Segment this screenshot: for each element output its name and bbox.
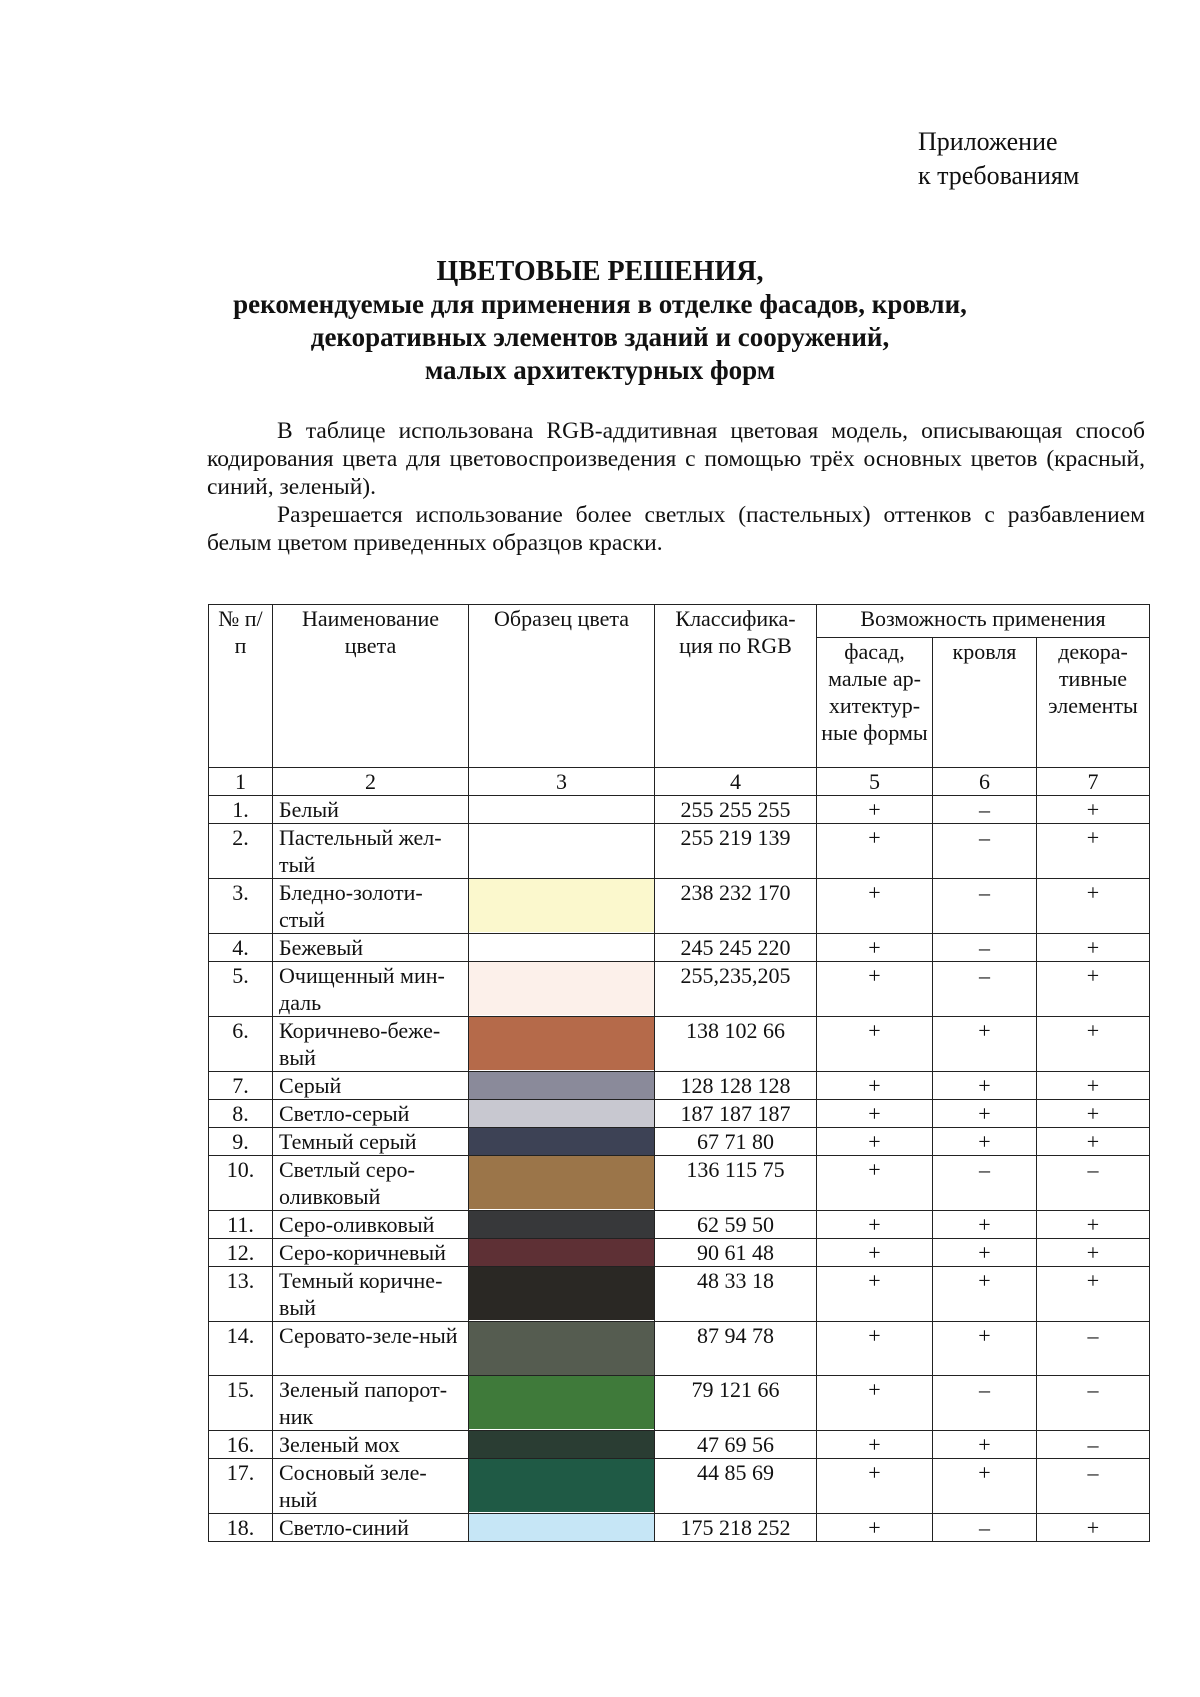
roof-mark: – bbox=[933, 824, 1037, 879]
color-swatch bbox=[469, 1156, 655, 1211]
decor-mark: + bbox=[1037, 1239, 1150, 1267]
color-name: Бежевый bbox=[273, 934, 469, 962]
header-no: № п/п bbox=[209, 605, 273, 768]
swatch-fill bbox=[469, 1514, 654, 1541]
facade-mark: + bbox=[817, 1514, 933, 1542]
header-name: Наименование цвета bbox=[273, 605, 469, 768]
color-name: Зеленый папорот-ник bbox=[273, 1376, 469, 1431]
rgb-value: 136 115 75 bbox=[655, 1156, 817, 1211]
table-row bbox=[209, 1459, 1150, 1514]
intro-paragraph-2: Разрешается использование более светлых (пастельных) оттенков с разбавлением белым цветом приведенных образцов краски. bbox=[207, 502, 1145, 556]
roof-mark: – bbox=[933, 1156, 1037, 1211]
swatch-fill bbox=[469, 1017, 654, 1070]
color-swatch bbox=[469, 1128, 655, 1156]
color-name: Светло-синий bbox=[273, 1514, 469, 1542]
table-row bbox=[209, 962, 1150, 1017]
decor-mark: + bbox=[1037, 1128, 1150, 1156]
color-swatch bbox=[469, 934, 655, 962]
color-name: Темный серый bbox=[273, 1128, 469, 1156]
color-swatch bbox=[469, 1072, 655, 1100]
row-number: 15. bbox=[209, 1376, 273, 1431]
swatch-fill bbox=[469, 1267, 654, 1320]
decor-mark: + bbox=[1037, 934, 1150, 962]
facade-mark: + bbox=[817, 1100, 933, 1128]
row-number: 18. bbox=[209, 1514, 273, 1542]
row-number: 7. bbox=[209, 1072, 273, 1100]
column-number: 5 bbox=[817, 768, 933, 796]
rgb-value: 187 187 187 bbox=[655, 1100, 817, 1128]
table-row bbox=[209, 1322, 1150, 1376]
table-row bbox=[209, 1239, 1150, 1267]
roof-mark: – bbox=[933, 962, 1037, 1017]
color-swatch bbox=[469, 1017, 655, 1072]
roof-mark: + bbox=[933, 1017, 1037, 1072]
rgb-value: 48 33 18 bbox=[655, 1267, 817, 1322]
column-number: 3 bbox=[469, 768, 655, 796]
swatch-fill bbox=[469, 1459, 654, 1512]
roof-mark: + bbox=[933, 1072, 1037, 1100]
swatch-fill bbox=[469, 1211, 654, 1238]
column-number: 2 bbox=[273, 768, 469, 796]
row-number: 1. bbox=[209, 796, 273, 824]
color-name: Белый bbox=[273, 796, 469, 824]
color-name: Зеленый мох bbox=[273, 1431, 469, 1459]
swatch-fill bbox=[469, 934, 654, 961]
color-swatch bbox=[469, 1100, 655, 1128]
color-name: Серый bbox=[273, 1072, 469, 1100]
color-swatch bbox=[469, 1376, 655, 1431]
roof-mark: + bbox=[933, 1211, 1037, 1239]
swatch-fill bbox=[469, 1431, 654, 1458]
facade-mark: + bbox=[817, 934, 933, 962]
row-number: 8. bbox=[209, 1100, 273, 1128]
facade-mark: + bbox=[817, 824, 933, 879]
table-row bbox=[209, 1267, 1150, 1322]
rgb-value: 255 255 255 bbox=[655, 796, 817, 824]
facade-mark: + bbox=[817, 1128, 933, 1156]
table-row bbox=[209, 1072, 1150, 1100]
table-row bbox=[209, 824, 1150, 879]
facade-mark: + bbox=[817, 962, 933, 1017]
color-name: Очищенный мин-даль bbox=[273, 962, 469, 1017]
swatch-fill bbox=[469, 1322, 654, 1375]
color-swatch bbox=[469, 1211, 655, 1239]
table-row bbox=[209, 1376, 1150, 1431]
color-name: Темный коричне-вый bbox=[273, 1267, 469, 1322]
decor-mark: + bbox=[1037, 1100, 1150, 1128]
rgb-value: 128 128 128 bbox=[655, 1072, 817, 1100]
color-swatch bbox=[469, 879, 655, 934]
roof-mark: – bbox=[933, 934, 1037, 962]
document-title bbox=[0, 255, 1200, 387]
column-number: 6 bbox=[933, 768, 1037, 796]
decor-mark: + bbox=[1037, 1267, 1150, 1322]
facade-mark: + bbox=[817, 1156, 933, 1211]
swatch-fill bbox=[469, 1156, 654, 1209]
decor-mark: – bbox=[1037, 1431, 1150, 1459]
roof-mark: + bbox=[933, 1239, 1037, 1267]
row-number: 17. bbox=[209, 1459, 273, 1514]
color-name: Серо-коричневый bbox=[273, 1239, 469, 1267]
swatch-fill bbox=[469, 962, 654, 1015]
swatch-fill bbox=[469, 796, 654, 823]
color-name: Коричнево-беже-вый bbox=[273, 1017, 469, 1072]
decor-mark: – bbox=[1037, 1459, 1150, 1514]
facade-mark: + bbox=[817, 1072, 933, 1100]
decor-mark: + bbox=[1037, 1514, 1150, 1542]
facade-mark: + bbox=[817, 796, 933, 824]
appendix-line2: к требованиям bbox=[918, 161, 1080, 190]
row-number: 9. bbox=[209, 1128, 273, 1156]
facade-mark: + bbox=[817, 1211, 933, 1239]
color-swatch bbox=[469, 796, 655, 824]
table-row bbox=[209, 1211, 1150, 1239]
row-number: 3. bbox=[209, 879, 273, 934]
decor-mark: + bbox=[1037, 1211, 1150, 1239]
row-number: 11. bbox=[209, 1211, 273, 1239]
color-name: Сосновый зеле-ный bbox=[273, 1459, 469, 1514]
header-rgb: Классифика-ция по RGB bbox=[655, 605, 817, 768]
header-roof: кровля bbox=[933, 638, 1037, 768]
swatch-fill bbox=[469, 879, 654, 932]
rgb-value: 62 59 50 bbox=[655, 1211, 817, 1239]
roof-mark: + bbox=[933, 1431, 1037, 1459]
decor-mark: – bbox=[1037, 1322, 1150, 1376]
rgb-value: 245 245 220 bbox=[655, 934, 817, 962]
table-row bbox=[209, 1156, 1150, 1211]
row-number: 2. bbox=[209, 824, 273, 879]
swatch-fill bbox=[469, 1239, 654, 1266]
rgb-value: 90 61 48 bbox=[655, 1239, 817, 1267]
table-row bbox=[209, 1431, 1150, 1459]
intro-text bbox=[207, 417, 1145, 557]
row-number: 5. bbox=[209, 962, 273, 1017]
roof-mark: – bbox=[933, 796, 1037, 824]
facade-mark: + bbox=[817, 879, 933, 934]
appendix-note bbox=[918, 125, 1079, 193]
row-number: 4. bbox=[209, 934, 273, 962]
decor-mark: + bbox=[1037, 796, 1150, 824]
swatch-fill bbox=[469, 1100, 654, 1127]
decor-mark: – bbox=[1037, 1376, 1150, 1431]
rgb-value: 79 121 66 bbox=[655, 1376, 817, 1431]
color-swatch bbox=[469, 1239, 655, 1267]
color-swatch bbox=[469, 1322, 655, 1376]
roof-mark: + bbox=[933, 1267, 1037, 1322]
header-usage: Возможность применения bbox=[817, 605, 1150, 638]
swatch-fill bbox=[469, 1128, 654, 1155]
roof-mark: + bbox=[933, 1128, 1037, 1156]
color-name: Серо-оливковый bbox=[273, 1211, 469, 1239]
table-row bbox=[209, 1100, 1150, 1128]
table-row bbox=[209, 1514, 1150, 1542]
title-main: ЦВЕТОВЫЕ РЕШЕНИЯ, bbox=[436, 256, 764, 287]
swatch-fill bbox=[469, 824, 654, 877]
rgb-value: 67 71 80 bbox=[655, 1128, 817, 1156]
color-name: Светлый серо-оливковый bbox=[273, 1156, 469, 1211]
rgb-value: 255 219 139 bbox=[655, 824, 817, 879]
title-line3: декоративных элементов зданий и сооружений, bbox=[310, 322, 890, 352]
row-number: 14. bbox=[209, 1322, 273, 1376]
column-number: 7 bbox=[1037, 768, 1150, 796]
header-decor: декора-тивные элементы bbox=[1037, 638, 1150, 768]
intro-paragraph-1: В таблице использована RGB-аддитивная цветовая модель, описывающая способ кодирования цвета для цветовоспроизведения с помощью трёх основных цветов (красный, синий, зеленый). bbox=[207, 418, 1145, 500]
rgb-value: 175 218 252 bbox=[655, 1514, 817, 1542]
color-name: Светло-серый bbox=[273, 1100, 469, 1128]
decor-mark: + bbox=[1037, 824, 1150, 879]
roof-mark: – bbox=[933, 879, 1037, 934]
facade-mark: + bbox=[817, 1431, 933, 1459]
rgb-value: 238 232 170 bbox=[655, 879, 817, 934]
header-facade: фасад, малые ар-хитектур-ные формы bbox=[817, 638, 933, 768]
rgb-value: 255,235,205 bbox=[655, 962, 817, 1017]
facade-mark: + bbox=[817, 1376, 933, 1431]
swatch-fill bbox=[469, 1072, 654, 1099]
roof-mark: – bbox=[933, 1514, 1037, 1542]
roof-mark: + bbox=[933, 1459, 1037, 1514]
facade-mark: + bbox=[817, 1267, 933, 1322]
table-row bbox=[209, 934, 1150, 962]
row-number: 6. bbox=[209, 1017, 273, 1072]
row-number: 12. bbox=[209, 1239, 273, 1267]
color-swatch bbox=[469, 1431, 655, 1459]
rgb-value: 87 94 78 bbox=[655, 1322, 817, 1376]
roof-mark: + bbox=[933, 1322, 1037, 1376]
decor-mark: + bbox=[1037, 1072, 1150, 1100]
facade-mark: + bbox=[817, 1322, 933, 1376]
decor-mark: + bbox=[1037, 879, 1150, 934]
table-row bbox=[209, 1128, 1150, 1156]
column-number: 1 bbox=[209, 768, 273, 796]
facade-mark: + bbox=[817, 1017, 933, 1072]
table-row bbox=[209, 879, 1150, 934]
rgb-value: 47 69 56 bbox=[655, 1431, 817, 1459]
column-number-row bbox=[209, 768, 1150, 796]
decor-mark: + bbox=[1037, 1017, 1150, 1072]
row-number: 16. bbox=[209, 1431, 273, 1459]
rgb-value: 138 102 66 bbox=[655, 1017, 817, 1072]
facade-mark: + bbox=[817, 1459, 933, 1514]
title-line2: рекомендуемые для применения в отделке фасадов, кровли, bbox=[233, 289, 967, 319]
swatch-fill bbox=[469, 1376, 654, 1429]
color-table bbox=[208, 604, 1150, 1542]
appendix-line1: Приложение bbox=[918, 127, 1058, 156]
color-swatch bbox=[469, 1267, 655, 1322]
roof-mark: + bbox=[933, 1100, 1037, 1128]
decor-mark: – bbox=[1037, 1156, 1150, 1211]
column-number: 4 bbox=[655, 768, 817, 796]
title-line4: малых архитектурных форм bbox=[424, 355, 776, 385]
color-name: Серовато-зеле-ный bbox=[273, 1322, 469, 1376]
color-name: Пастельный жел-тый bbox=[273, 824, 469, 879]
header-sample: Образец цвета bbox=[469, 605, 655, 768]
roof-mark: – bbox=[933, 1376, 1037, 1431]
decor-mark: + bbox=[1037, 962, 1150, 1017]
table-row bbox=[209, 796, 1150, 824]
row-number: 10. bbox=[209, 1156, 273, 1211]
facade-mark: + bbox=[817, 1239, 933, 1267]
table-row bbox=[209, 1017, 1150, 1072]
color-name: Бледно-золоти-стый bbox=[273, 879, 469, 934]
color-swatch bbox=[469, 824, 655, 879]
color-swatch bbox=[469, 1514, 655, 1542]
color-swatch bbox=[469, 1459, 655, 1514]
row-number: 13. bbox=[209, 1267, 273, 1322]
rgb-value: 44 85 69 bbox=[655, 1459, 817, 1514]
color-swatch bbox=[469, 962, 655, 1017]
